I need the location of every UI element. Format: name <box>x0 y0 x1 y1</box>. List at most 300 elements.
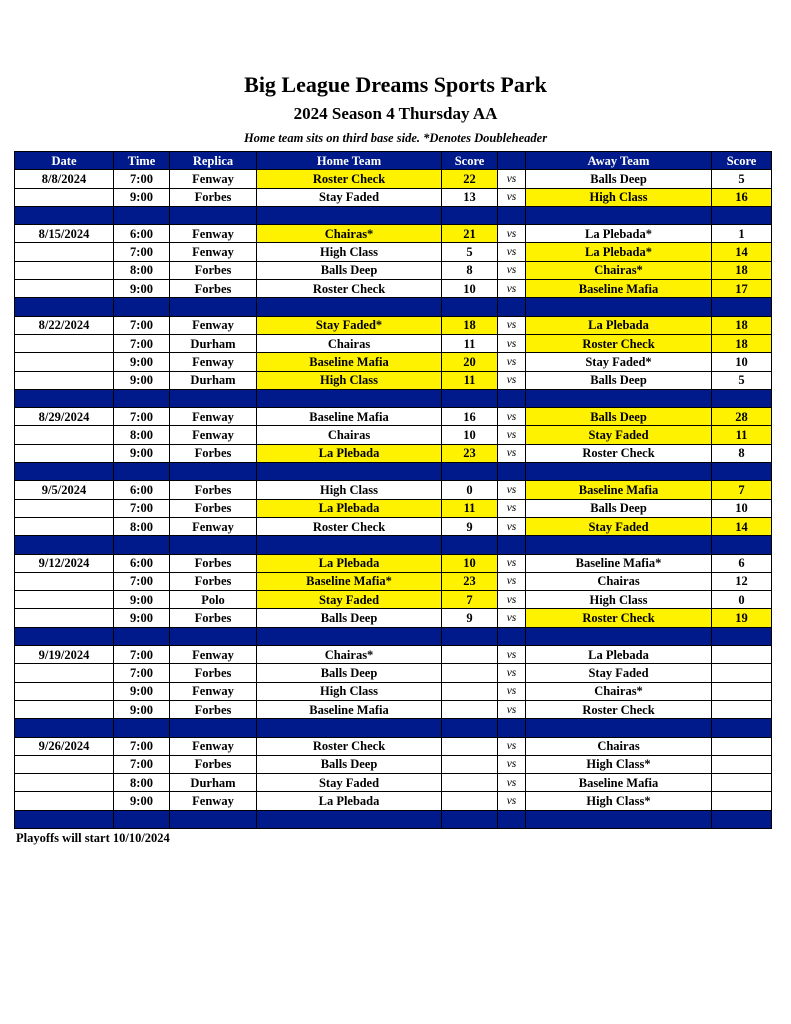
game-row <box>15 426 772 444</box>
game-date <box>15 261 114 279</box>
separator-cell <box>442 627 498 645</box>
vs-label: vs <box>498 225 526 243</box>
away-score: 18 <box>712 261 772 279</box>
game-field: Fenway <box>170 353 257 371</box>
separator-cell <box>170 463 257 481</box>
vs-label: vs <box>498 188 526 206</box>
game-date <box>15 517 114 535</box>
game-field: Durham <box>170 334 257 352</box>
game-date <box>15 188 114 206</box>
game-date <box>15 609 114 627</box>
game-time: 7:00 <box>114 737 170 755</box>
vs-label: vs <box>498 371 526 389</box>
game-time: 8:00 <box>114 426 170 444</box>
game-date: 8/8/2024 <box>15 170 114 188</box>
game-field: Forbes <box>170 554 257 572</box>
away-team: Chairas <box>526 737 712 755</box>
away-score <box>712 646 772 664</box>
game-row <box>15 371 772 389</box>
game-field: Fenway <box>170 426 257 444</box>
separator-cell <box>442 389 498 407</box>
game-time: 9:00 <box>114 792 170 810</box>
separator-cell <box>712 536 772 554</box>
home-team: Baseline Mafia <box>257 700 442 718</box>
game-time: 8:00 <box>114 517 170 535</box>
game-time: 6:00 <box>114 481 170 499</box>
separator-cell <box>257 463 442 481</box>
vs-label: vs <box>498 426 526 444</box>
home-team: Baseline Mafia <box>257 408 442 426</box>
game-time: 9:00 <box>114 444 170 462</box>
home-team: Balls Deep <box>257 261 442 279</box>
away-team: Roster Check <box>526 334 712 352</box>
away-team: Balls Deep <box>526 371 712 389</box>
game-field: Fenway <box>170 517 257 535</box>
game-time: 7:00 <box>114 499 170 517</box>
away-score <box>712 755 772 773</box>
game-date: 9/5/2024 <box>15 481 114 499</box>
col-date-header: Date <box>15 152 114 170</box>
away-score <box>712 664 772 682</box>
game-time: 8:00 <box>114 774 170 792</box>
separator-cell <box>114 463 170 481</box>
game-time: 7:00 <box>114 572 170 590</box>
away-team: Baseline Mafia* <box>526 554 712 572</box>
vs-label: vs <box>498 554 526 572</box>
week-separator <box>15 389 772 407</box>
home-team: High Class <box>257 371 442 389</box>
away-team: Stay Faded* <box>526 353 712 371</box>
separator-cell <box>114 627 170 645</box>
away-team: Baseline Mafia <box>526 280 712 298</box>
away-score: 17 <box>712 280 772 298</box>
separator-cell <box>498 719 526 737</box>
home-score: 23 <box>442 444 498 462</box>
game-row <box>15 609 772 627</box>
away-score <box>712 774 772 792</box>
separator-cell <box>15 536 114 554</box>
game-field: Forbes <box>170 499 257 517</box>
game-date <box>15 444 114 462</box>
week-separator <box>15 463 772 481</box>
game-row <box>15 664 772 682</box>
away-team: High Class* <box>526 755 712 773</box>
separator-cell <box>442 536 498 554</box>
home-team: La Plebada <box>257 499 442 517</box>
separator-cell <box>498 389 526 407</box>
vs-label: vs <box>498 280 526 298</box>
home-team: Chairas* <box>257 646 442 664</box>
away-score: 0 <box>712 591 772 609</box>
game-date <box>15 371 114 389</box>
game-field: Fenway <box>170 408 257 426</box>
home-team: Stay Faded* <box>257 316 442 334</box>
vs-label: vs <box>498 755 526 773</box>
schedule-table <box>14 151 772 829</box>
game-field: Durham <box>170 371 257 389</box>
away-team: High Class <box>526 591 712 609</box>
week-separator <box>15 298 772 316</box>
home-team: High Class <box>257 243 442 261</box>
away-team: Chairas <box>526 572 712 590</box>
home-score: 11 <box>442 371 498 389</box>
game-time: 9:00 <box>114 609 170 627</box>
game-field: Forbes <box>170 755 257 773</box>
game-row <box>15 755 772 773</box>
away-team: La Plebada* <box>526 225 712 243</box>
game-field: Forbes <box>170 664 257 682</box>
vs-label: vs <box>498 261 526 279</box>
separator-cell <box>526 298 712 316</box>
game-time: 9:00 <box>114 700 170 718</box>
separator-cell <box>498 298 526 316</box>
game-row <box>15 444 772 462</box>
away-team: Stay Faded <box>526 426 712 444</box>
separator-cell <box>114 389 170 407</box>
game-field: Fenway <box>170 646 257 664</box>
away-score <box>712 792 772 810</box>
game-field: Fenway <box>170 225 257 243</box>
separator-cell <box>170 627 257 645</box>
game-row <box>15 554 772 572</box>
vs-label: vs <box>498 481 526 499</box>
away-score: 5 <box>712 170 772 188</box>
away-score: 14 <box>712 243 772 261</box>
separator-cell <box>114 719 170 737</box>
game-row <box>15 243 772 261</box>
home-team: Stay Faded <box>257 188 442 206</box>
away-score <box>712 737 772 755</box>
away-team: Stay Faded <box>526 517 712 535</box>
game-time: 6:00 <box>114 554 170 572</box>
home-score: 11 <box>442 334 498 352</box>
game-date <box>15 682 114 700</box>
away-score: 18 <box>712 334 772 352</box>
game-row <box>15 646 772 664</box>
col-away-team-header: Away Team <box>526 152 712 170</box>
home-score <box>442 646 498 664</box>
separator-cell <box>712 298 772 316</box>
game-date <box>15 334 114 352</box>
away-score: 5 <box>712 371 772 389</box>
home-team: Roster Check <box>257 280 442 298</box>
home-score: 18 <box>442 316 498 334</box>
home-score: 11 <box>442 499 498 517</box>
vs-label: vs <box>498 517 526 535</box>
game-field: Forbes <box>170 188 257 206</box>
separator-cell <box>15 298 114 316</box>
game-date <box>15 426 114 444</box>
separator-cell <box>526 719 712 737</box>
separator-cell <box>712 463 772 481</box>
vs-label: vs <box>498 316 526 334</box>
separator-cell <box>114 810 170 828</box>
separator-cell <box>712 719 772 737</box>
game-field: Forbes <box>170 609 257 627</box>
vs-label: vs <box>498 170 526 188</box>
game-row <box>15 408 772 426</box>
separator-cell <box>712 810 772 828</box>
home-team: Balls Deep <box>257 609 442 627</box>
game-date <box>15 792 114 810</box>
away-team: Balls Deep <box>526 170 712 188</box>
home-score: 16 <box>442 408 498 426</box>
week-separator <box>15 536 772 554</box>
game-time: 7:00 <box>114 408 170 426</box>
game-date <box>15 499 114 517</box>
game-row <box>15 280 772 298</box>
game-row <box>15 481 772 499</box>
game-field: Forbes <box>170 280 257 298</box>
game-date: 9/12/2024 <box>15 554 114 572</box>
separator-cell <box>526 627 712 645</box>
home-score: 13 <box>442 188 498 206</box>
separator-cell <box>526 810 712 828</box>
away-score: 12 <box>712 572 772 590</box>
away-team: Roster Check <box>526 444 712 462</box>
away-team: La Plebada <box>526 646 712 664</box>
away-score: 19 <box>712 609 772 627</box>
away-score <box>712 682 772 700</box>
separator-cell <box>442 719 498 737</box>
home-team: Balls Deep <box>257 664 442 682</box>
separator-cell <box>526 206 712 224</box>
away-team: Baseline Mafia <box>526 481 712 499</box>
game-date <box>15 700 114 718</box>
away-team: Roster Check <box>526 700 712 718</box>
game-time: 7:00 <box>114 664 170 682</box>
game-time: 6:00 <box>114 225 170 243</box>
separator-cell <box>15 206 114 224</box>
game-date <box>15 591 114 609</box>
home-score: 9 <box>442 517 498 535</box>
away-team: La Plebada <box>526 316 712 334</box>
header-row <box>15 152 772 170</box>
game-row <box>15 682 772 700</box>
vs-label: vs <box>498 591 526 609</box>
week-separator <box>15 810 772 828</box>
vs-label: vs <box>498 664 526 682</box>
vs-label: vs <box>498 646 526 664</box>
col-vs-header <box>498 152 526 170</box>
separator-cell <box>712 627 772 645</box>
home-team-note: Home team sits on third base side. *Denotes Doubleheader <box>243 131 548 145</box>
game-time: 7:00 <box>114 755 170 773</box>
separator-cell <box>15 463 114 481</box>
home-score: 7 <box>442 591 498 609</box>
game-row <box>15 188 772 206</box>
game-field: Forbes <box>170 700 257 718</box>
away-team: Baseline Mafia <box>526 774 712 792</box>
separator-cell <box>498 810 526 828</box>
away-team: Chairas* <box>526 261 712 279</box>
vs-label: vs <box>498 243 526 261</box>
separator-cell <box>170 536 257 554</box>
separator-cell <box>442 298 498 316</box>
game-row <box>15 334 772 352</box>
vs-label: vs <box>498 700 526 718</box>
home-score: 23 <box>442 572 498 590</box>
separator-cell <box>114 298 170 316</box>
game-date <box>15 280 114 298</box>
away-score: 14 <box>712 517 772 535</box>
separator-cell <box>498 536 526 554</box>
game-date <box>15 755 114 773</box>
separator-cell <box>257 719 442 737</box>
away-score <box>712 700 772 718</box>
home-team: High Class <box>257 481 442 499</box>
game-time: 7:00 <box>114 243 170 261</box>
home-team: Chairas <box>257 334 442 352</box>
game-date: 9/19/2024 <box>15 646 114 664</box>
separator-cell <box>257 389 442 407</box>
game-row <box>15 774 772 792</box>
away-score: 28 <box>712 408 772 426</box>
home-team: Stay Faded <box>257 591 442 609</box>
game-time: 7:00 <box>114 334 170 352</box>
col-home-score-header: Score <box>442 152 498 170</box>
home-score: 22 <box>442 170 498 188</box>
vs-label: vs <box>498 444 526 462</box>
separator-cell <box>526 536 712 554</box>
away-team: Chairas* <box>526 682 712 700</box>
game-time: 9:00 <box>114 682 170 700</box>
game-field: Forbes <box>170 261 257 279</box>
away-team: High Class* <box>526 792 712 810</box>
separator-cell <box>257 536 442 554</box>
vs-label: vs <box>498 609 526 627</box>
home-team: Chairas <box>257 426 442 444</box>
separator-cell <box>257 627 442 645</box>
game-time: 9:00 <box>114 353 170 371</box>
home-team: Baseline Mafia <box>257 353 442 371</box>
away-team: Roster Check <box>526 609 712 627</box>
separator-cell <box>442 463 498 481</box>
page-title: Big League Dreams Sports Park <box>244 72 547 97</box>
home-score: 10 <box>442 554 498 572</box>
home-score <box>442 682 498 700</box>
game-row <box>15 572 772 590</box>
home-team: La Plebada <box>257 554 442 572</box>
game-field: Fenway <box>170 170 257 188</box>
home-team: High Class <box>257 682 442 700</box>
home-team: Stay Faded <box>257 774 442 792</box>
game-date: 9/26/2024 <box>15 737 114 755</box>
home-score: 20 <box>442 353 498 371</box>
week-separator <box>15 719 772 737</box>
home-score <box>442 737 498 755</box>
game-row <box>15 353 772 371</box>
away-team: Stay Faded <box>526 664 712 682</box>
home-team: La Plebada <box>257 792 442 810</box>
home-score <box>442 664 498 682</box>
game-time: 7:00 <box>114 646 170 664</box>
away-score: 7 <box>712 481 772 499</box>
home-score: 10 <box>442 426 498 444</box>
vs-label: vs <box>498 408 526 426</box>
vs-label: vs <box>498 334 526 352</box>
separator-cell <box>257 298 442 316</box>
game-field: Fenway <box>170 792 257 810</box>
vs-label: vs <box>498 737 526 755</box>
game-field: Fenway <box>170 316 257 334</box>
game-time: 7:00 <box>114 316 170 334</box>
home-score: 9 <box>442 609 498 627</box>
col-time-header: Time <box>114 152 170 170</box>
home-score <box>442 700 498 718</box>
game-field: Polo <box>170 591 257 609</box>
game-field: Forbes <box>170 481 257 499</box>
game-field: Fenway <box>170 737 257 755</box>
season-subtitle: 2024 Season 4 Thursday AA <box>293 104 498 123</box>
game-row <box>15 261 772 279</box>
game-row <box>15 792 772 810</box>
game-row <box>15 737 772 755</box>
separator-cell <box>442 206 498 224</box>
separator-cell <box>712 206 772 224</box>
away-team: La Plebada* <box>526 243 712 261</box>
game-row <box>15 591 772 609</box>
game-date: 8/22/2024 <box>15 316 114 334</box>
game-row <box>15 499 772 517</box>
home-team: Roster Check <box>257 737 442 755</box>
game-time: 9:00 <box>114 280 170 298</box>
playoffs-note: Playoffs will start 10/10/2024 <box>16 831 170 845</box>
game-time: 9:00 <box>114 188 170 206</box>
separator-cell <box>15 719 114 737</box>
away-team: Balls Deep <box>526 408 712 426</box>
separator-cell <box>15 389 114 407</box>
vs-label: vs <box>498 572 526 590</box>
home-team: Balls Deep <box>257 755 442 773</box>
separator-cell <box>15 810 114 828</box>
home-score <box>442 774 498 792</box>
col-away-score-header: Score <box>712 152 772 170</box>
game-date <box>15 243 114 261</box>
game-date <box>15 353 114 371</box>
game-field: Fenway <box>170 682 257 700</box>
vs-label: vs <box>498 499 526 517</box>
home-score: 8 <box>442 261 498 279</box>
game-row <box>15 700 772 718</box>
game-date: 8/15/2024 <box>15 225 114 243</box>
game-time: 8:00 <box>114 261 170 279</box>
away-score: 11 <box>712 426 772 444</box>
separator-cell <box>170 389 257 407</box>
separator-cell <box>170 810 257 828</box>
separator-cell <box>170 298 257 316</box>
home-score: 10 <box>442 280 498 298</box>
away-score: 10 <box>712 353 772 371</box>
vs-label: vs <box>498 792 526 810</box>
home-team: Baseline Mafia* <box>257 572 442 590</box>
game-date <box>15 572 114 590</box>
game-row <box>15 225 772 243</box>
game-field: Fenway <box>170 243 257 261</box>
vs-label: vs <box>498 774 526 792</box>
separator-cell <box>498 206 526 224</box>
game-date <box>15 774 114 792</box>
away-score: 18 <box>712 316 772 334</box>
game-row <box>15 316 772 334</box>
home-team: Roster Check <box>257 517 442 535</box>
game-row <box>15 517 772 535</box>
game-time: 9:00 <box>114 371 170 389</box>
vs-label: vs <box>498 682 526 700</box>
game-field: Durham <box>170 774 257 792</box>
home-score: 5 <box>442 243 498 261</box>
separator-cell <box>712 389 772 407</box>
